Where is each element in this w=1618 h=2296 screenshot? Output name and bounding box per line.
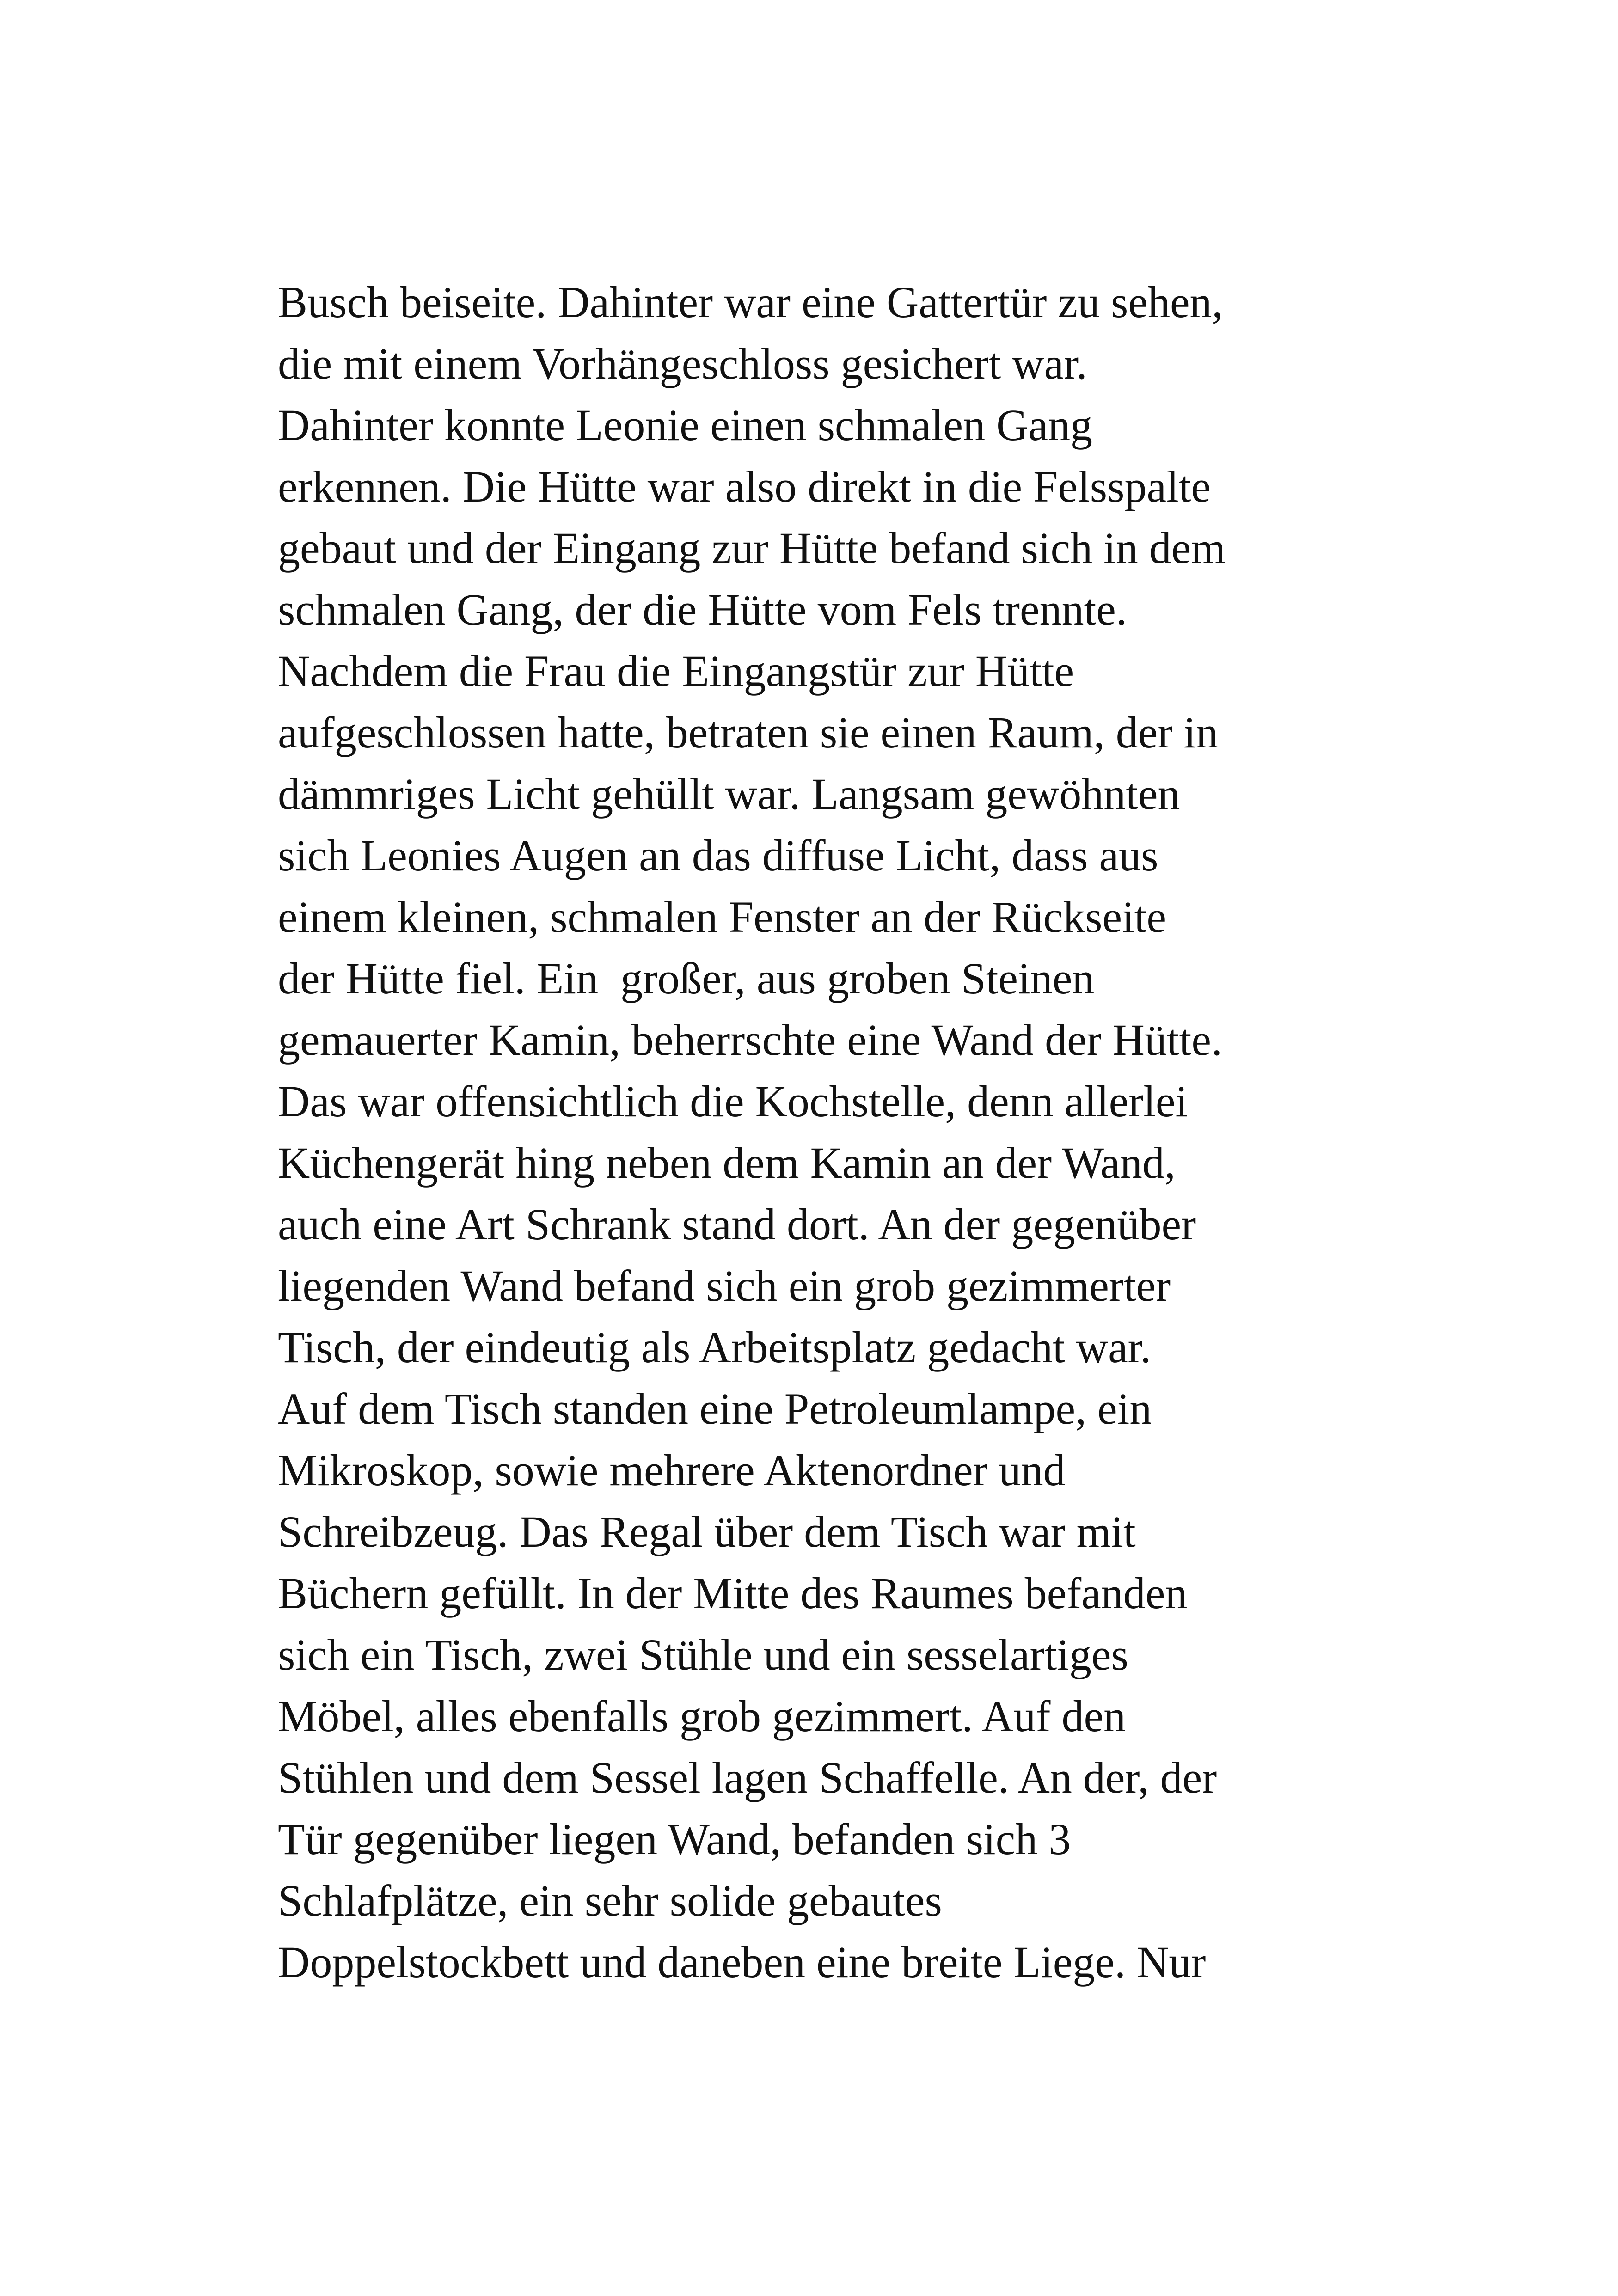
text-line: liegenden Wand befand sich ein grob gezimmerter	[278, 1261, 1171, 1310]
text-line: aufgeschlossen hatte, betraten sie einen Raum, der in	[278, 708, 1218, 757]
text-line: Mikroskop, sowie mehrere Aktenordner und	[278, 1445, 1066, 1495]
text-line: schmalen Gang, der die Hütte vom Fels trennte.	[278, 585, 1127, 634]
text-line: sich ein Tisch, zwei Stühle und ein sesselartiges	[278, 1630, 1128, 1679]
text-line: Das war offensichtlich die Kochstelle, denn allerlei	[278, 1077, 1188, 1126]
text-line: auch eine Art Schrank stand dort. An der gegenüber	[278, 1200, 1196, 1249]
text-line: Tisch, der eindeutig als Arbeitsplatz gedacht war.	[278, 1322, 1152, 1372]
text-line: Küchengerät hing neben dem Kamin an der Wand,	[278, 1138, 1176, 1188]
text-line: Auf dem Tisch standen eine Petroleumlampe, ein	[278, 1384, 1152, 1433]
text-line: Dahinter konnte Leonie einen schmalen Gang	[278, 400, 1093, 450]
text-line: Büchern gefüllt. In der Mitte des Raumes befanden	[278, 1568, 1188, 1618]
text-line: Doppelstockbett und daneben eine breite Liege. Nur	[278, 1937, 1206, 1987]
body-text	[278, 271, 1341, 1993]
text-line: der Hütte fiel. Ein großer, aus groben Steinen	[278, 954, 1095, 1003]
text-line: Möbel, alles ebenfalls grob gezimmert. Auf den	[278, 1691, 1126, 1741]
text-line: Tür gegenüber liegen Wand, befanden sich 3	[278, 1814, 1071, 1864]
text-line: gebaut und der Eingang zur Hütte befand sich in dem	[278, 523, 1226, 573]
text-line: einem kleinen, schmalen Fenster an der Rückseite	[278, 892, 1167, 942]
text-line: Stühlen und dem Sessel lagen Schaffelle. An der, der	[278, 1753, 1217, 1802]
text-line: gemauerter Kamin, beherrschte eine Wand der Hütte.	[278, 1015, 1222, 1065]
text-line: die mit einem Vorhängeschloss gesichert war.	[278, 339, 1087, 388]
text-line: dämmriges Licht gehüllt war. Langsam gewöhnten	[278, 769, 1180, 819]
text-line: sich Leonies Augen an das diffuse Licht, dass aus	[278, 831, 1158, 880]
text-line: Schlafplätze, ein sehr solide gebautes	[278, 1876, 942, 1925]
text-line: Schreibzeug. Das Regal über dem Tisch war mit	[278, 1507, 1136, 1556]
text-line: Busch beiseite. Dahinter war eine Gattertür zu sehen,	[278, 277, 1223, 327]
text-line: Nachdem die Frau die Eingangstür zur Hütte	[278, 646, 1074, 696]
text-line: erkennen. Die Hütte war also direkt in die Felsspalte	[278, 462, 1211, 511]
